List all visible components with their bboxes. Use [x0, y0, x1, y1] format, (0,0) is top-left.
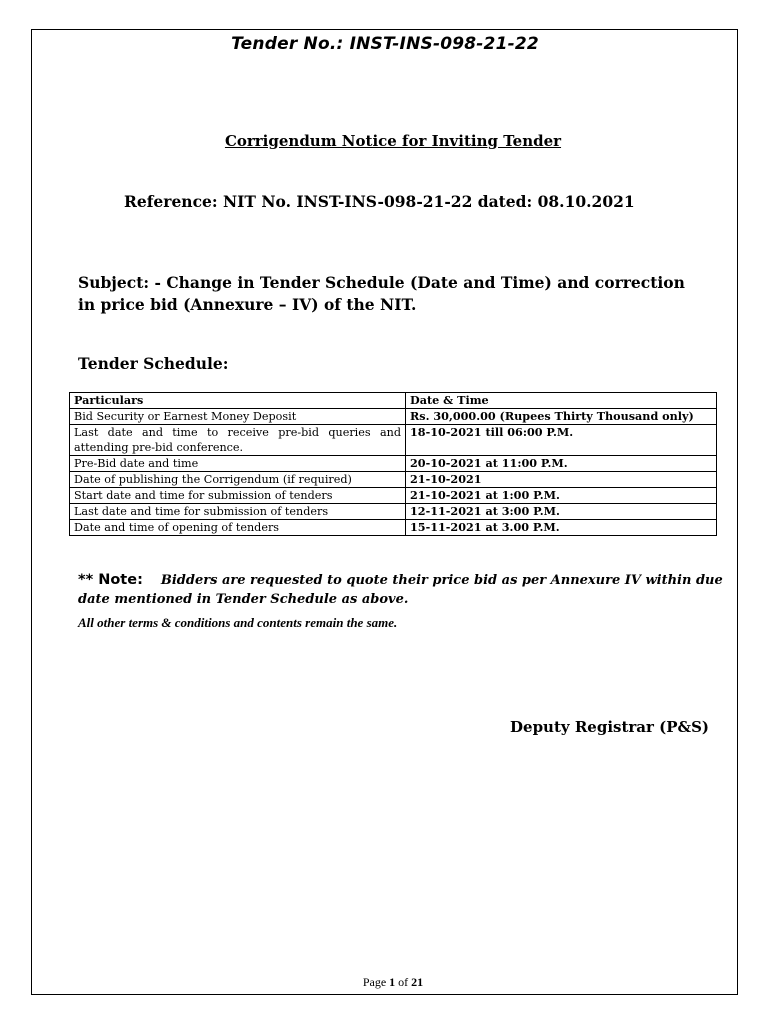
row-particular: Last date and time for submission of tenders [70, 504, 406, 520]
schedule-table [69, 392, 717, 536]
row-value: 21-10-2021 at 1:00 P.M. [406, 488, 717, 504]
table-row [70, 504, 717, 520]
row-value: 12-11-2021 at 3:00 P.M. [406, 504, 717, 520]
row-particular: Last date and time to receive pre-bid queries and attending pre-bid conference. [70, 425, 406, 456]
row-value: 15-11-2021 at 3.00 P.M. [406, 520, 717, 536]
notice-title: Corrigendum Notice for Inviting Tender [224, 132, 562, 150]
page-footer [0, 975, 770, 990]
row-particular: Date of publishing the Corrigendum (if required) [70, 472, 406, 488]
row-value: 20-10-2021 at 11:00 P.M. [406, 456, 717, 472]
subject-line: Subject: - Change in Tender Schedule (Date and Time) and correction in price bid (Annexure – IV) of the NIT. [78, 273, 685, 314]
schedule-title: Tender Schedule: [78, 354, 229, 373]
reference-line: Reference: NIT No. INST-INS-098-21-22 dated: 08.10.2021 [124, 192, 635, 211]
table-row [70, 472, 717, 488]
tender-number: Tender No.: INST-INS-098-21-22 [231, 34, 539, 54]
table-row [70, 488, 717, 504]
note-label: ** Note: [78, 572, 143, 588]
table-row [70, 425, 717, 456]
table-row [70, 456, 717, 472]
page-total: 21 [411, 975, 424, 989]
note-text: Bidders are requested to quote their price bid as per Annexure IV within due date mentioned in Tender Schedule as above. [78, 573, 723, 607]
row-particular: Pre-Bid date and time [70, 456, 406, 472]
row-particular: Date and time of opening of tenders [70, 520, 406, 536]
signatory: Deputy Registrar (P&S) [510, 718, 709, 736]
row-particular: Start date and time for submission of tenders [70, 488, 406, 504]
table-row [70, 520, 717, 536]
table-row [70, 409, 717, 425]
row-value: Rs. 30,000.00 (Rupees Thirty Thousand only) [406, 409, 717, 425]
row-value: 21-10-2021 [406, 472, 717, 488]
page-current: 1 [389, 975, 396, 989]
page-label: Page [362, 975, 387, 989]
row-value: 18-10-2021 till 06:00 P.M. [406, 425, 717, 456]
table-header-row [70, 393, 717, 409]
terms-line: All other terms & conditions and contents remain the same. [78, 615, 398, 630]
header-date-time: Date & Time [406, 393, 717, 409]
page-of: of [398, 975, 409, 989]
row-particular: Bid Security or Earnest Money Deposit [70, 409, 406, 425]
header-particulars: Particulars [70, 393, 406, 409]
note-paragraph [78, 571, 723, 609]
